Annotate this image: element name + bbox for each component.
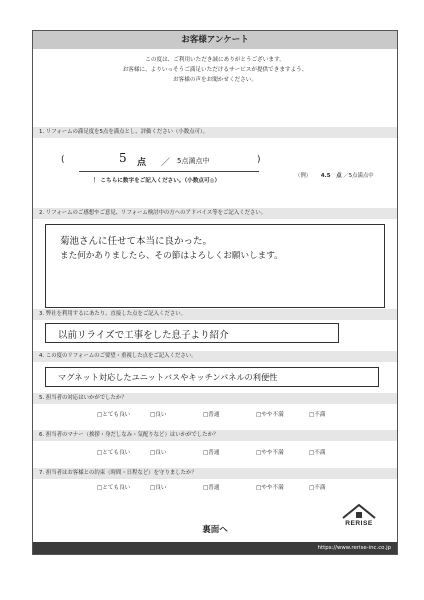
q1-example-suffix: ／5点満点中 xyxy=(343,173,374,179)
q2-label: 2. リフォームのご感想やご意見、リフォーム検討中の方へのアドバイス等をご記入ください。 xyxy=(33,208,397,219)
q6-option-very-good[interactable]: □とても良い xyxy=(97,450,131,456)
q7-option-dissatisfied[interactable]: □不満 xyxy=(309,485,326,491)
company-logo xyxy=(339,503,379,537)
q6-option-dissatisfied[interactable]: □不満 xyxy=(309,450,326,456)
q1-close-paren: ) xyxy=(257,155,261,165)
q5-option-somewhat-dissatisfied[interactable]: □やや不満 xyxy=(256,412,284,418)
intro-line-1: この度は、ご利用いただき誠にありがとうございます。 xyxy=(145,57,285,63)
q7-label: 7. 担当者はお客様との約束（時間・日程など）を守りましたか？ xyxy=(33,468,397,479)
q4-answer-box[interactable] xyxy=(45,367,379,387)
q5-option-dissatisfied[interactable]: □不満 xyxy=(309,412,326,418)
q1-score-unit: 点 xyxy=(137,158,147,168)
q1-score-underline xyxy=(79,171,259,172)
footer-bar xyxy=(33,542,397,554)
q1-slash: ／ xyxy=(161,158,171,168)
q2-answer-box[interactable] xyxy=(45,224,385,308)
q1-score-value[interactable]: 5 xyxy=(119,151,127,165)
q7-option-very-good[interactable]: □とても良い xyxy=(97,485,131,491)
q1-score-row xyxy=(61,151,281,171)
q3-label: 3. 弊社を利用するにあたり、直接した点をご記入ください。 xyxy=(33,309,397,320)
q5-option-very-good[interactable]: □とても良い xyxy=(97,412,131,418)
company-logo-text: RERISE xyxy=(345,520,373,527)
page-title: お客様アンケート xyxy=(33,31,397,49)
q4-label: 4. この度のリフォームのご要望・重視した点をご記入ください。 xyxy=(33,351,397,362)
survey-sheet xyxy=(32,30,398,555)
q5-option-good[interactable]: □良い xyxy=(150,412,167,418)
q3-answer-box[interactable] xyxy=(45,323,339,343)
q7-option-somewhat-dissatisfied[interactable]: □やや不満 xyxy=(256,485,284,491)
q6-options xyxy=(97,448,362,456)
intro-line-2: お客様に、よりいっそうご満足いただけるサービスが提供できますよう、 xyxy=(122,67,308,73)
q7-options xyxy=(97,483,362,491)
company-url[interactable]: https://www.rerise-inc.co.jp xyxy=(317,545,391,551)
q7-option-good[interactable]: □良い xyxy=(150,485,167,491)
q4-answer: マグネット対応したユニットバスやキッチンパネルの利便性 xyxy=(58,372,278,382)
q6-label: 6. 担当者のマナー（挨拶・身だしなみ・気配りなど）はいかがでしたか？ xyxy=(33,430,397,441)
q1-open-paren: ( xyxy=(61,155,65,165)
q1-example-label: （例） xyxy=(295,173,312,179)
q1-example xyxy=(295,171,374,179)
q6-option-somewhat-dissatisfied[interactable]: □やや不満 xyxy=(256,450,284,456)
q2-answer-line-2: また何かありましたら、その節はよろしくお願いします。 xyxy=(60,251,283,261)
q5-label: 5. 担当者の対応はいかがでしたか？ xyxy=(33,393,397,404)
house-roof-icon xyxy=(339,503,379,519)
q5-options xyxy=(97,410,362,418)
q6-option-average[interactable]: □普通 xyxy=(203,450,220,456)
q1-example-unit: 点 xyxy=(336,173,342,179)
q6-option-good[interactable]: □良い xyxy=(150,450,167,456)
next-page-label: 裏面へ xyxy=(202,525,228,535)
q1-max-text: 5点満点中 xyxy=(177,157,210,165)
q3-answer: 以前リライズで工事をした息子より紹介 xyxy=(58,330,229,341)
q7-option-average[interactable]: □普通 xyxy=(203,485,220,491)
intro-line-3: お客様の声をお聞かせください。 xyxy=(173,77,257,83)
q1-note: ！ こちらに数字をご記入ください。（小数点可◎） xyxy=(93,178,221,184)
q1-label: 1. リフォームの満足度を5点を満点とし、評価ください（小数点可）。 xyxy=(33,127,397,138)
q1-example-value: 4.5 xyxy=(320,173,331,179)
q5-option-average[interactable]: □普通 xyxy=(203,412,220,418)
q2-answer-line-1: 菊池さんに任せて本当に良かった。 xyxy=(60,236,213,247)
intro-text xyxy=(33,55,397,85)
